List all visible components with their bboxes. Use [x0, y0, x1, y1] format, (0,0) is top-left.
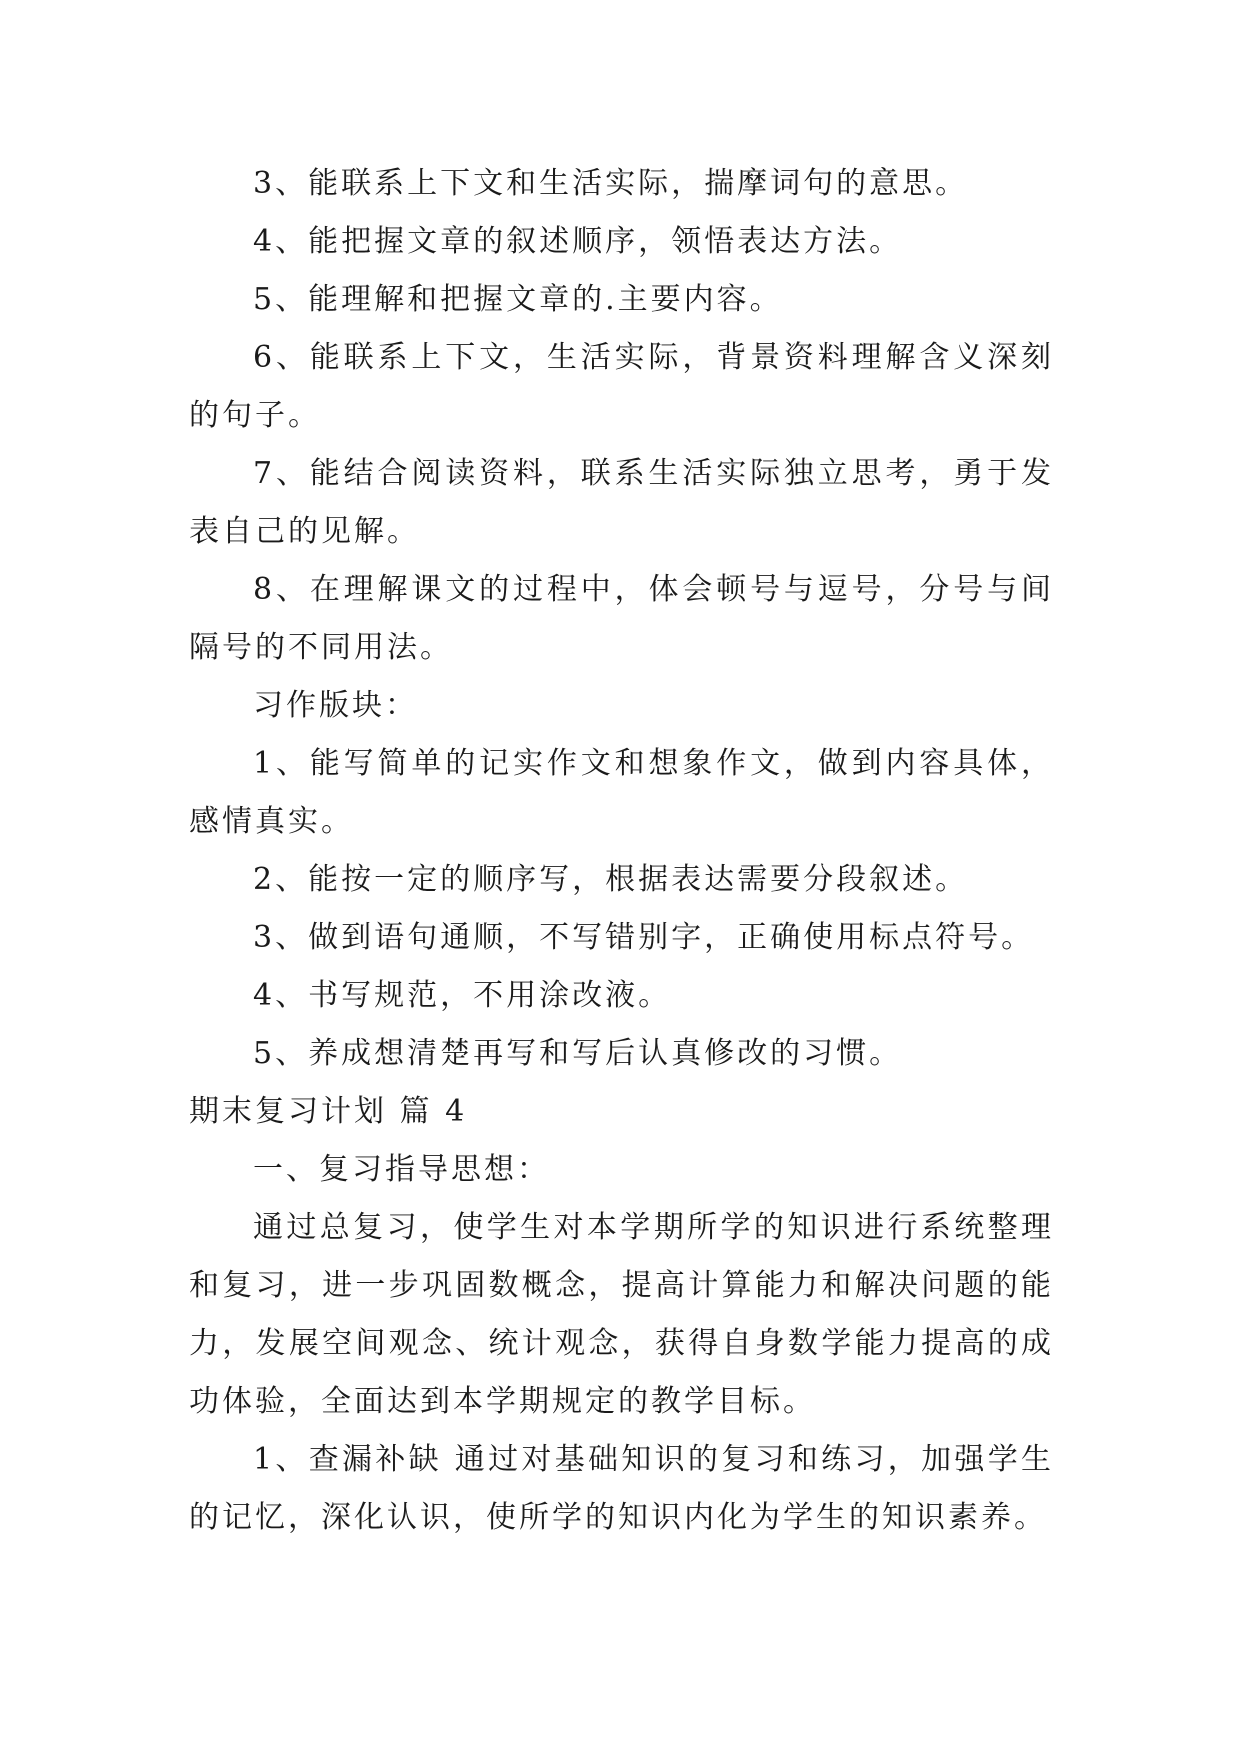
subsection-heading: 一、复习指导思想： — [253, 1152, 550, 1187]
paragraph: 1、查漏补缺 通过对基础知识的复习和练习，加强学生的记忆，深化认识，使所学的知识内化为学生的知识素养。 — [189, 1442, 1054, 1535]
paragraph: 3、做到语句通顺，不写错别字，正确使用标点符号。 — [253, 920, 1035, 955]
paragraph: 6、能联系上下文，生活实际，背景资料理解含义深刻的句子。 — [189, 340, 1054, 433]
paragraph: 7、能结合阅读资料，联系生活实际独立思考，勇于发表自己的见解。 — [189, 456, 1054, 549]
paragraph: 4、书写规范，不用涂改液。 — [253, 978, 672, 1013]
paragraph: 8、在理解课文的过程中，体会顿号与逗号，分号与间隔号的不同用法。 — [189, 572, 1054, 665]
paragraph: 2、能按一定的顺序写，根据表达需要分段叙述。 — [253, 862, 969, 897]
paragraph: 5、能理解和把握文章的.主要内容。 — [253, 282, 783, 317]
paragraph: 5、养成想清楚再写和写后认真修改的习惯。 — [253, 1036, 903, 1071]
document-body — [189, 155, 1054, 1547]
paragraph: 3、能联系上下文和生活实际，揣摩词句的意思。 — [253, 166, 969, 201]
section-label: 习作版块： — [253, 688, 418, 723]
paragraph: 4、能把握文章的叙述顺序，领悟表达方法。 — [253, 224, 903, 259]
section-heading: 期末复习计划 篇 4 — [189, 1094, 468, 1129]
paragraph: 通过总复习，使学生对本学期所学的知识进行系统整理和复习，进一步巩固数概念，提高计算能力和解决问题的能力，发展空间观念、统计观念，获得自身数学能力提高的成功体验，全面达到本学期规定的教学目标。 — [189, 1210, 1054, 1419]
paragraph: 1、能写简单的记实作文和想象作文，做到内容具体，感情真实。 — [189, 746, 1054, 839]
